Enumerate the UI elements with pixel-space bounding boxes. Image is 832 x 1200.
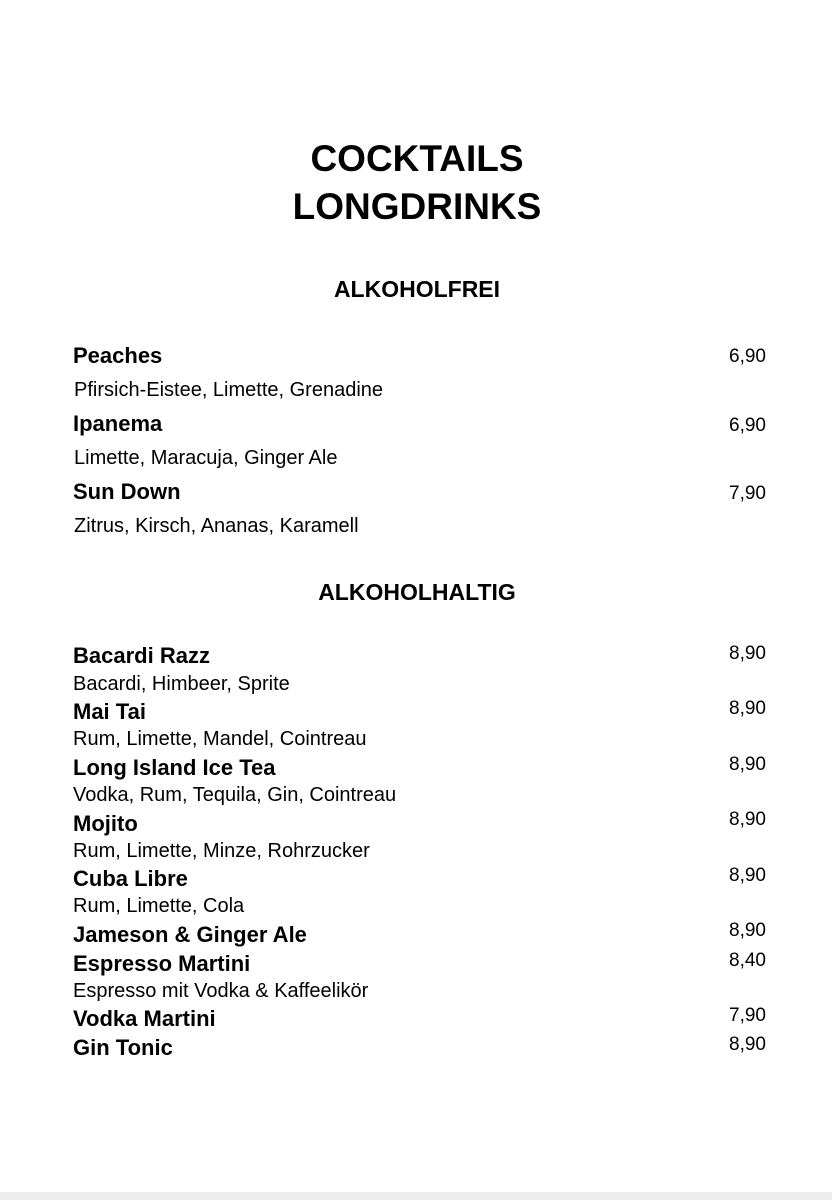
drink-price: 8,90 <box>729 809 766 830</box>
drink-price: 8,90 <box>729 698 766 719</box>
drink-name: Sun Down <box>73 479 181 504</box>
drink-price: 8,90 <box>729 1034 766 1055</box>
drink-name: Long Island Ice Tea <box>73 755 276 780</box>
drink-description: Vodka, Rum, Tequila, Gin, Cointreau <box>73 784 397 806</box>
drink-price: 8,90 <box>729 865 766 886</box>
drink-description: Limette, Maracuja, Ginger Ale <box>74 447 338 469</box>
drink-name: Ipanema <box>73 411 163 436</box>
drink-price: 8,90 <box>729 754 766 775</box>
drink-name: Mojito <box>73 811 138 836</box>
drink-name: Espresso Martini <box>73 951 251 976</box>
drink-name: Mai Tai <box>73 699 146 724</box>
drink-name: Cuba Libre <box>73 866 188 891</box>
page-bottom-edge <box>0 1192 832 1200</box>
drink-description: Pfirsich-Eistee, Limette, Grenadine <box>74 379 384 401</box>
drink-price: 6,90 <box>729 346 766 367</box>
drink-name: Gin Tonic <box>73 1035 173 1060</box>
page-title-line1: COCKTAILS <box>310 138 524 179</box>
drink-name: Vodka Martini <box>73 1006 216 1031</box>
drink-description: Zitrus, Kirsch, Ananas, Karamell <box>74 515 359 537</box>
drink-price: 8,90 <box>729 643 766 664</box>
drink-description: Rum, Limette, Mandel, Cointreau <box>73 728 367 750</box>
drink-price: 8,40 <box>729 950 766 971</box>
drink-description: Bacardi, Himbeer, Sprite <box>73 673 290 695</box>
section-heading: ALKOHOLHALTIG <box>318 579 516 605</box>
drink-name: Bacardi Razz <box>73 643 210 668</box>
drink-description: Rum, Limette, Minze, Rohrzucker <box>73 840 370 862</box>
drink-price: 7,90 <box>729 1005 766 1026</box>
drink-name: Peaches <box>73 343 163 368</box>
page-title-line2: LONGDRINKS <box>292 186 542 227</box>
drink-description: Espresso mit Vodka & Kaffeelikör <box>73 980 369 1002</box>
section-heading: ALKOHOLFREI <box>333 276 501 302</box>
drink-price: 6,90 <box>729 415 766 436</box>
drink-price: 8,90 <box>729 920 766 941</box>
drink-description: Rum, Limette, Cola <box>73 895 245 917</box>
drink-price: 7,90 <box>729 483 766 504</box>
drink-name: Jameson & Ginger Ale <box>73 922 307 947</box>
